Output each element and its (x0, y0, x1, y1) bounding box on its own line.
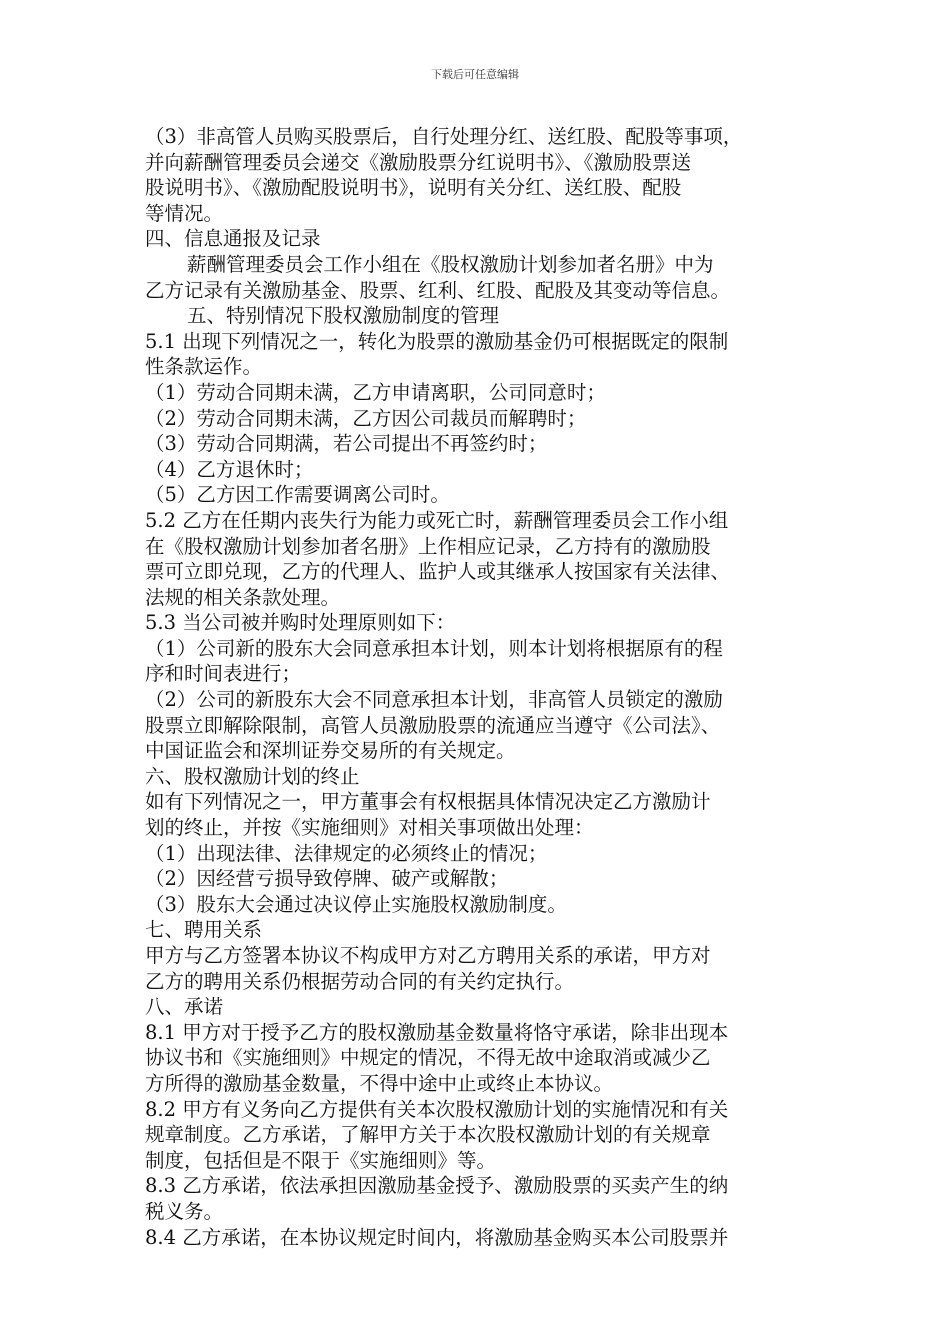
text-line: 序和时间表进行； (145, 662, 302, 686)
text-line: 8.2 甲方有义务向乙方提供有关本次股权激励计划的实施情况和有关 (145, 1097, 729, 1121)
text-line: （1）公司新的股东大会同意承担本计划，则本计划将根据原有的程 (145, 636, 723, 660)
text-line: 法规的相关条款处理。 (145, 585, 341, 609)
text-line: （3）股东大会通过决议停止实施股权激励制度。 (145, 892, 567, 916)
text-line: 在《股权激励计划参加者名册》上作相应记录，乙方持有的激励股 (145, 534, 711, 558)
text-line: 中国证监会和深圳证券交易所的有关规定。 (145, 739, 516, 763)
text-line: 四、信息通报及记录 (145, 227, 321, 251)
text-line: 股说明书》、《激励配股说明书》，说明有关分红、送红股、配股 (145, 176, 682, 200)
page-header: 下载后可任意编辑 (431, 68, 519, 81)
text-line: 等情况。 (145, 201, 224, 225)
text-line: 5.3 当公司被并购时处理原则如下： (145, 611, 456, 635)
text-line: （4）乙方退休时； (145, 457, 314, 481)
text-line: 方所得的激励基金数量，不得中途中止或终止本协议。 (145, 1071, 614, 1095)
text-line: 8.4 乙方承诺，在本协议规定时间内，将激励基金购买本公司股票并 (145, 1225, 729, 1249)
text-line: 性条款运作。 (145, 355, 263, 379)
text-line: 制度，包括但是不限于《实施细则》等。 (145, 1148, 497, 1172)
text-line: （2）劳动合同期未满，乙方因公司裁员而解聘时； (145, 406, 587, 430)
document-body (145, 124, 835, 1250)
text-line: 股票立即解除限制，高管人员激励股票的流通应当遵守《公司法》、 (145, 713, 721, 737)
text-line: 协议书和《实施细则》中规定的情况，不得无故中途取消或减少乙 (145, 1046, 711, 1070)
text-line: （5）乙方因工作需要调离公司时。 (145, 483, 450, 507)
text-line: （3）劳动合同期满，若公司提出不再签约时； (145, 432, 548, 456)
text-line: 划的终止，并按《实施细则》对相关事项做出处理： (145, 816, 594, 840)
text-line: 乙方的聘用关系仍根据劳动合同的有关约定执行。 (145, 969, 575, 993)
text-line: 8.1 甲方对于授予乙方的股权激励基金数量将恪守承诺，除非出现本 (145, 1020, 729, 1044)
text-line: （2）因经营亏损导致停牌、破产或解散； (145, 867, 509, 891)
text-line: 乙方记录有关激励基金、股票、红利、红股、配股及其变动等信息。 (145, 278, 731, 302)
text-line: 并向薪酬管理委员会递交《激励股票分红说明书》、《激励股票送 (145, 150, 692, 174)
text-line: 六、股权激励计划的终止 (145, 764, 360, 788)
text-line: 票可立即兑现，乙方的代理人、监护人或其继承人按国家有关法律、 (145, 560, 731, 584)
text-line: （1）劳动合同期未满，乙方申请离职，公司同意时； (145, 380, 606, 404)
text-line: 税义务。 (145, 1199, 224, 1223)
text-line: 甲方与乙方签署本协议不构成甲方对乙方聘用关系的承诺，甲方对 (145, 944, 711, 967)
text-line: （3）非高管人员购买股票后，自行处理分红、送红股、配股等事项， (145, 125, 743, 148)
text-line: 8.3 乙方承诺，依法承担因激励基金授予、激励股票的买卖产生的纳 (145, 1174, 729, 1198)
text-line: 规章制度。乙方承诺，了解甲方关于本次股权激励计划的有关规章 (145, 1123, 711, 1147)
text-line: （2）公司的新股东大会不同意承担本计划，非高管人员锁定的激励 (145, 688, 723, 712)
text-line: 八、承诺 (145, 995, 224, 1019)
text-line: 薪酬管理委员会工作小组在《股权激励计划参加者名册》中为 (187, 252, 714, 276)
text-line: 七、聘用关系 (145, 918, 263, 942)
text-line: 五、特别情况下股权激励制度的管理 (187, 304, 500, 328)
text-line: （1）出现法律、法律规定的必须终止的情况； (145, 841, 548, 865)
text-line: 5.2 乙方在任期内丧失行为能力或死亡时，薪酬管理委员会工作小组 (145, 508, 729, 532)
text-line: 如有下列情况之一，甲方董事会有权根据具体情况决定乙方激励计 (145, 790, 711, 814)
text-line: 5.1 出现下列情况之一，转化为股票的激励基金仍可根据既定的限制 (145, 329, 729, 353)
